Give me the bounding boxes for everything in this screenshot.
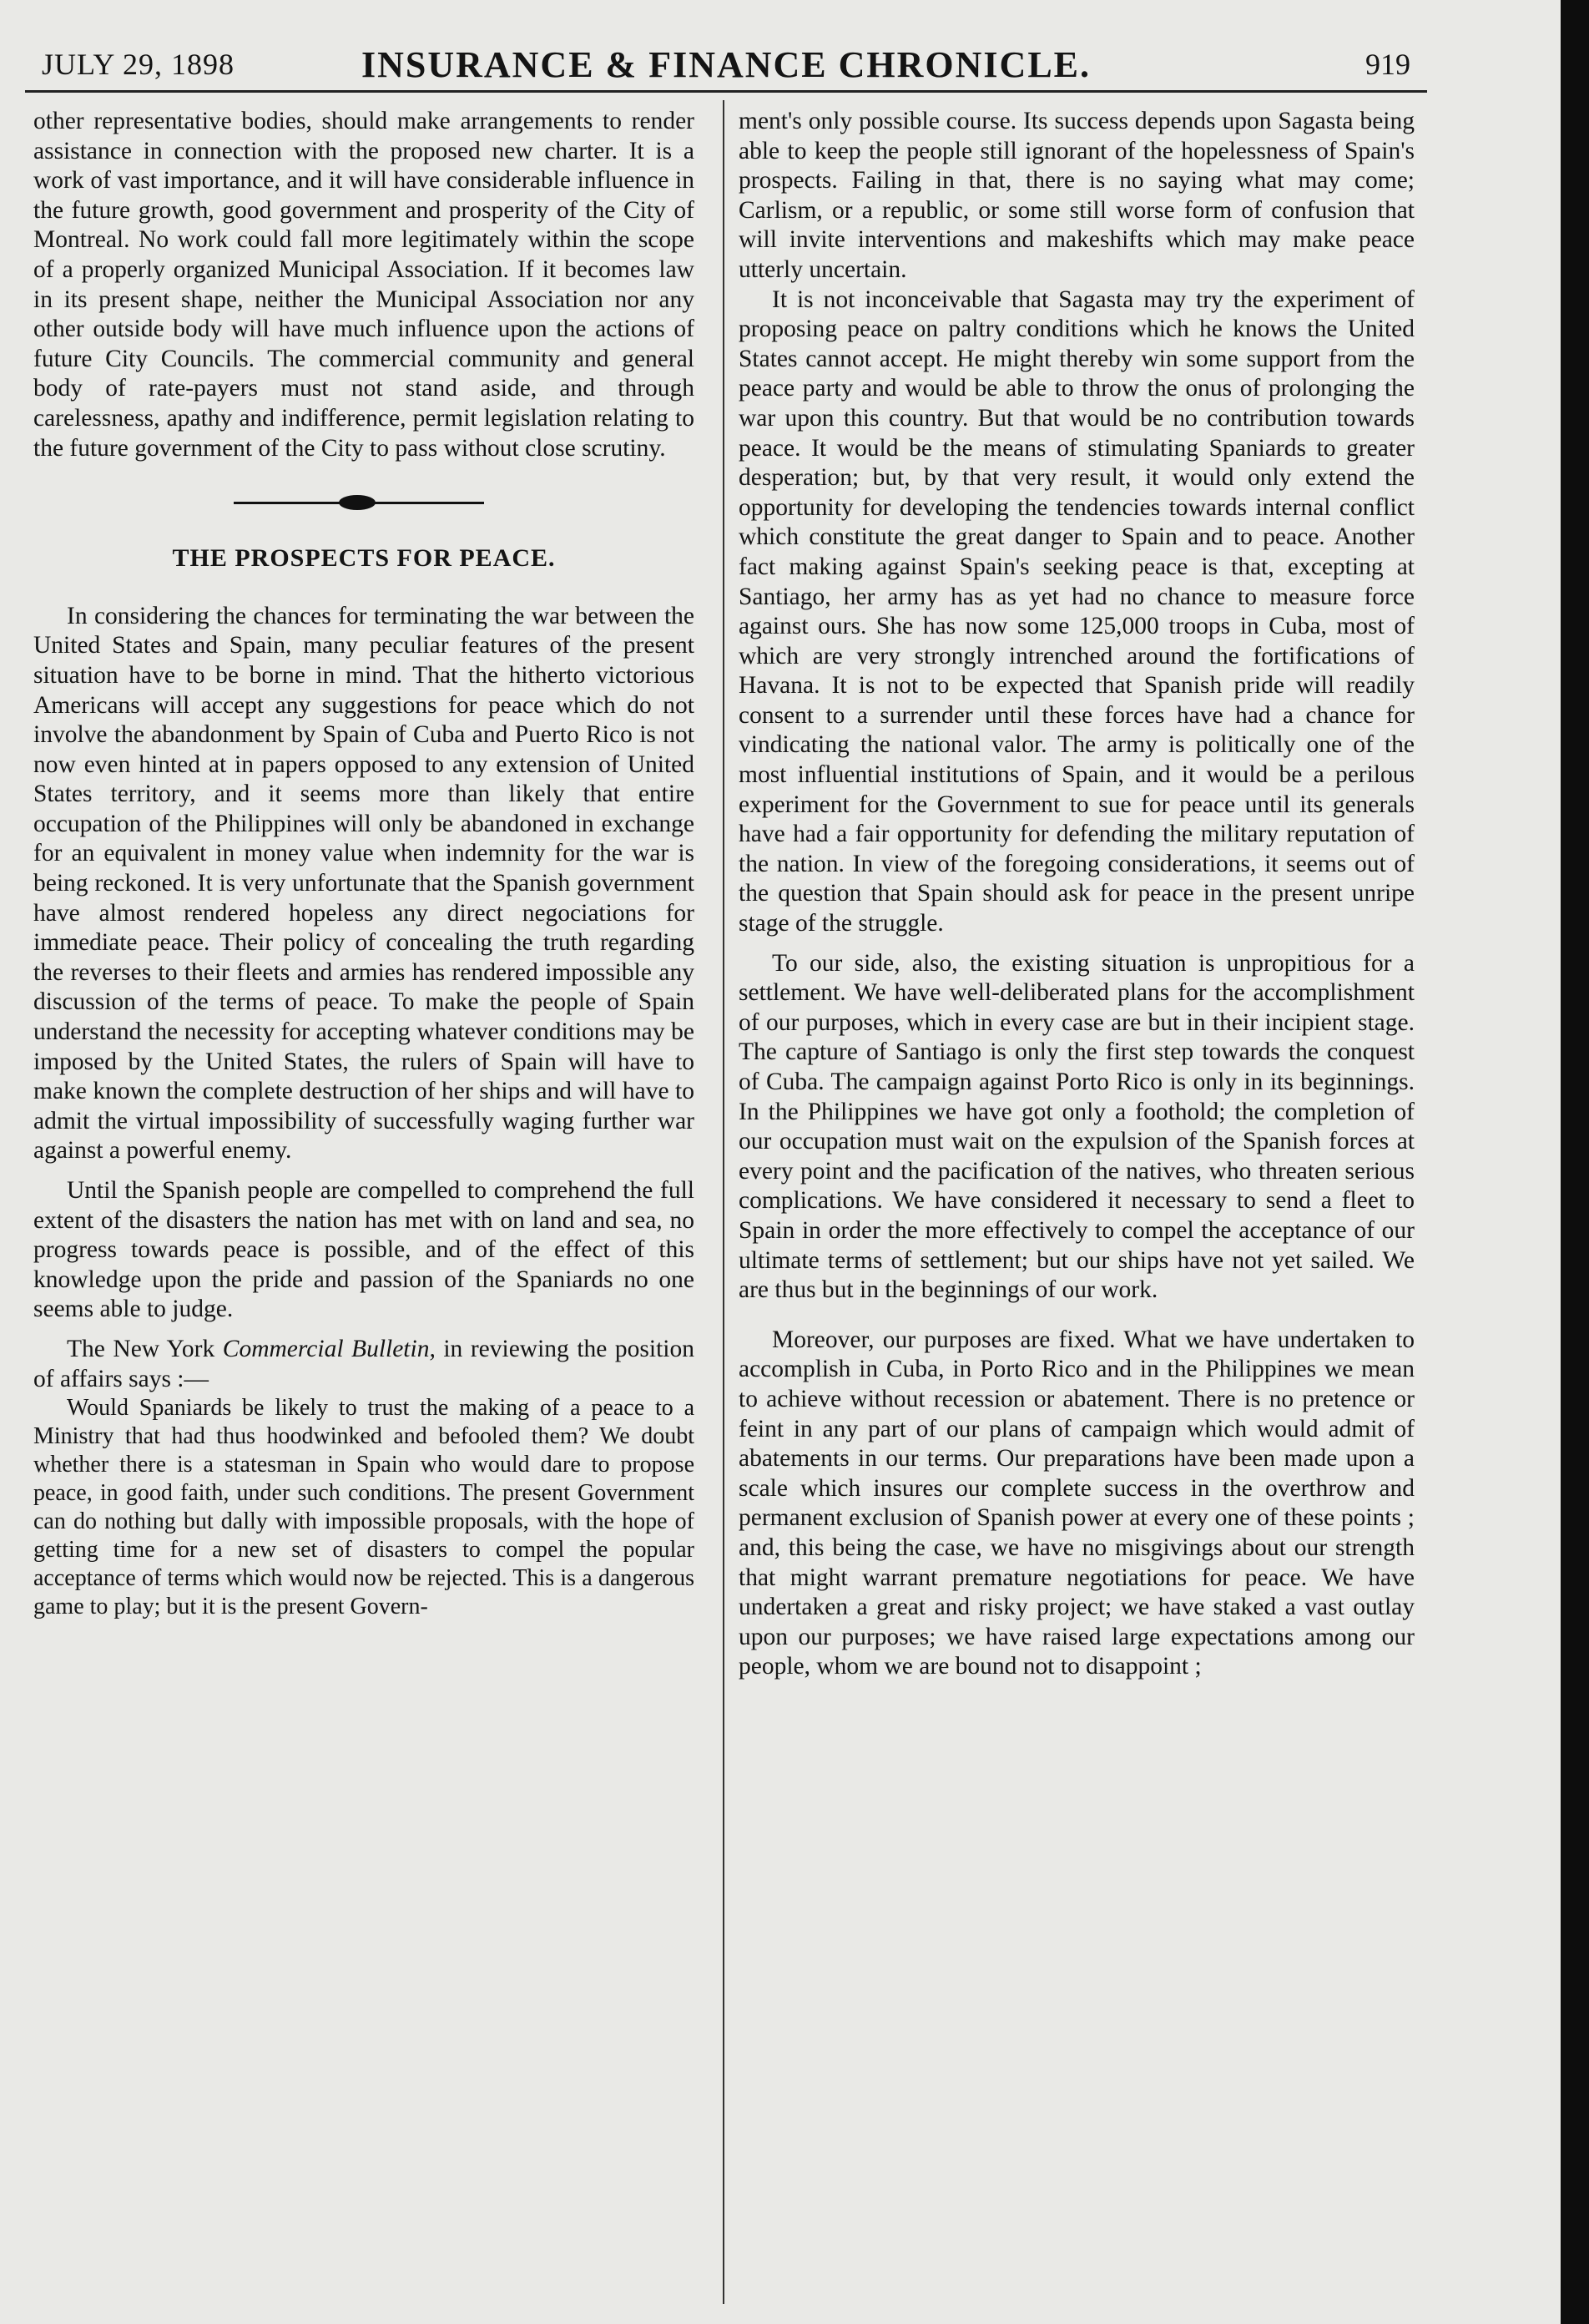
paragraph: In considering the chances for terminating the war between the United States and Spain, many peculiar features of the present situation have to be borne in mind. That the hitherto victorious Americans will accept any suggestions for peace which do not involve the abandonment by Spain of Cuba and Puerto Rico is not now even hinted at in papers opposed to any extension of United States territory, and it seems more than likely that entire occupation of the Philippines will only be abandoned in exchange for an equivalent in money value when indemnity for the war is being reckoned. It is very unfortunate that the Spanish government have almost rendered hopeless any direct negociations for immediate peace. Their policy of concealing the truth regarding the reverses to their fleets and armies has rendered impossible any discussion of the terms of peace. To make the people of Spain understand the necessity for accepting whatever conditions may be imposed by the United States, the rulers of Spain will have to make known the complete destruction of her ships and will have to admit the virtual impossibility of successfully waging further war against a powerful enemy. [33,602,694,1165]
page-number: 919 [1365,48,1410,81]
paragraph [33,1335,694,1394]
paragraph: Until the Spanish people are compelled to comprehend the full extent of the disasters the nation has met with on land and sea, no progress towards peace is possible, and of the effect of this knowledge upon the pride and passion of the Spaniards no one seems able to judge. [33,1177,694,1323]
page-header [42,42,1410,92]
paragraph: ment's only possible course. Its success depends upon Sagasta being able to keep the people still ignorant of the hopelessness of Spain's prospects. Failing in that, there is no saying what may come; Carlism, or a republic, or some still worse form of confusion that will invite interventions and makeshifts which may make peace utterly uncertain. [739,108,1415,283]
header-rule [25,90,1427,93]
paragraph: other representative bodies, should make arrangements to render assistance in connection with the proposed new charter. It is a work of vast importance, and it will have considerable influence in the future growth, good government and prosperity of the City of Montreal. No work could fall more legitimately within the scope of a properly organized Municipal Association. If it becomes law in its present shape, neither the Municipal Association nor any other outside body will have much influence upon the actions of future City Councils. The commercial community and general body of rate-payers must not stand aside, and through carelessness, apathy and indifference, permit legislation relating to the future government of the City to pass without close scrutiny. [33,108,694,462]
paragraph-text: The New York [67,1335,223,1362]
section-divider-ornament [33,463,694,543]
column-separator [723,100,724,2304]
paragraph-text: in reviewing the position of affairs says :— [33,1335,694,1392]
quoted-paragraph: Would Spaniards be likely to trust the making of a peace to a Ministry that had thus hoodwinked and befooled them? We doubt whether there is a statesman in Spain who would dare to propose peace, in good faith, under such conditions. The present Government can do nothing but dally with impossible proposals, with the hope of getting time for a new set of disasters to compel the popular acceptance of terms which would now be rejected. This is a dangerous game to play; but it is the present Govern- [33,1395,694,1620]
publication-title: INSURANCE & FINANCE CHRONICLE. [361,44,1092,85]
left-column [33,107,694,1621]
scan-edge [1561,0,1589,2324]
paragraph: To our side, also, the existing situation is unpropitious for a settlement. We have well-deliberated plans for the accomplishment of our purposes, which in every case are but in their incipient stage. The capture of Santiago is only the first step towards the conquest of Cuba. The campaign against Porto Rico is only in its beginnings. In the Philippines we have got only a foothold; the completion of our occupation must wait on the expulsion of the Spanish forces at every point and the pacification of the natives, who threaten serious complications. We have considered it necessary to send a fleet to Spain in order the more effectively to compel the acceptance of our ultimate terms of settlement; but our ships have not yet sailed. We are thus but in the beginnings of our work. [739,949,1415,1304]
issue-date: JULY 29, 1898 [42,48,235,81]
paragraph: It is not inconceivable that Sagasta may try the experiment of proposing peace on paltry conditions which he knows the United States cannot accept. He might thereby win some support from the peace party and would be able to throw the onus of prolonging the war upon this country. But that would be no contribution towards peace. It would be the means of stimulating Spaniards to greater desperation; but, by that very result, it would only extend the opportunity for developing the tendencies towards internal conflict which constitute the great danger to Spain and to peace. Another fact making against Spain's seeking peace is that, excepting at Santiago, her army has as yet had no chance to measure force against ours. She has now some 125,000 troops in Cuba, most of which are very strongly intrenched around the fortifications of Havana. It is not to be expected that Spanish pride will readily consent to a surrender until these forces have had a chance for vindicating the national valor. The army is politically one of the most influential institutions of Spain, and it would be a perilous experiment for the Government to sue for peace until its generals have had a fair opportunity for defending the military reputation of the nation. In view of the foregoing considerations, it seems out of the question that Spain should ask for peace in the present unripe stage of the struggle. [739,285,1415,937]
paragraph: Moreover, our purposes are fixed. What we have undertaken to accomplish in Cuba, in Porto Rico and in the Philippines we mean to achieve without recession or abatement. There is no pretence or feint in any part of our plans of campaign which would admit of abatements in our terms. Our preparations have been made upon a scale which insures our complete success in the overthrow and permanent exclusion of Spanish power at every one of these points ; and, this being the case, we have no misgivings about our strength that might warrant premature negotiations for peace. We have undertaken a great and risky project; we have staked a vast outlay upon our purposes; we have raised large expectations among our people, whom we are bound not to disappoint ; [739,1326,1415,1680]
publication-name: Commercial Bulletin, [222,1335,436,1362]
article-title: THE PROSPECTS FOR PEACE. [172,544,556,573]
right-column [739,107,1415,1682]
